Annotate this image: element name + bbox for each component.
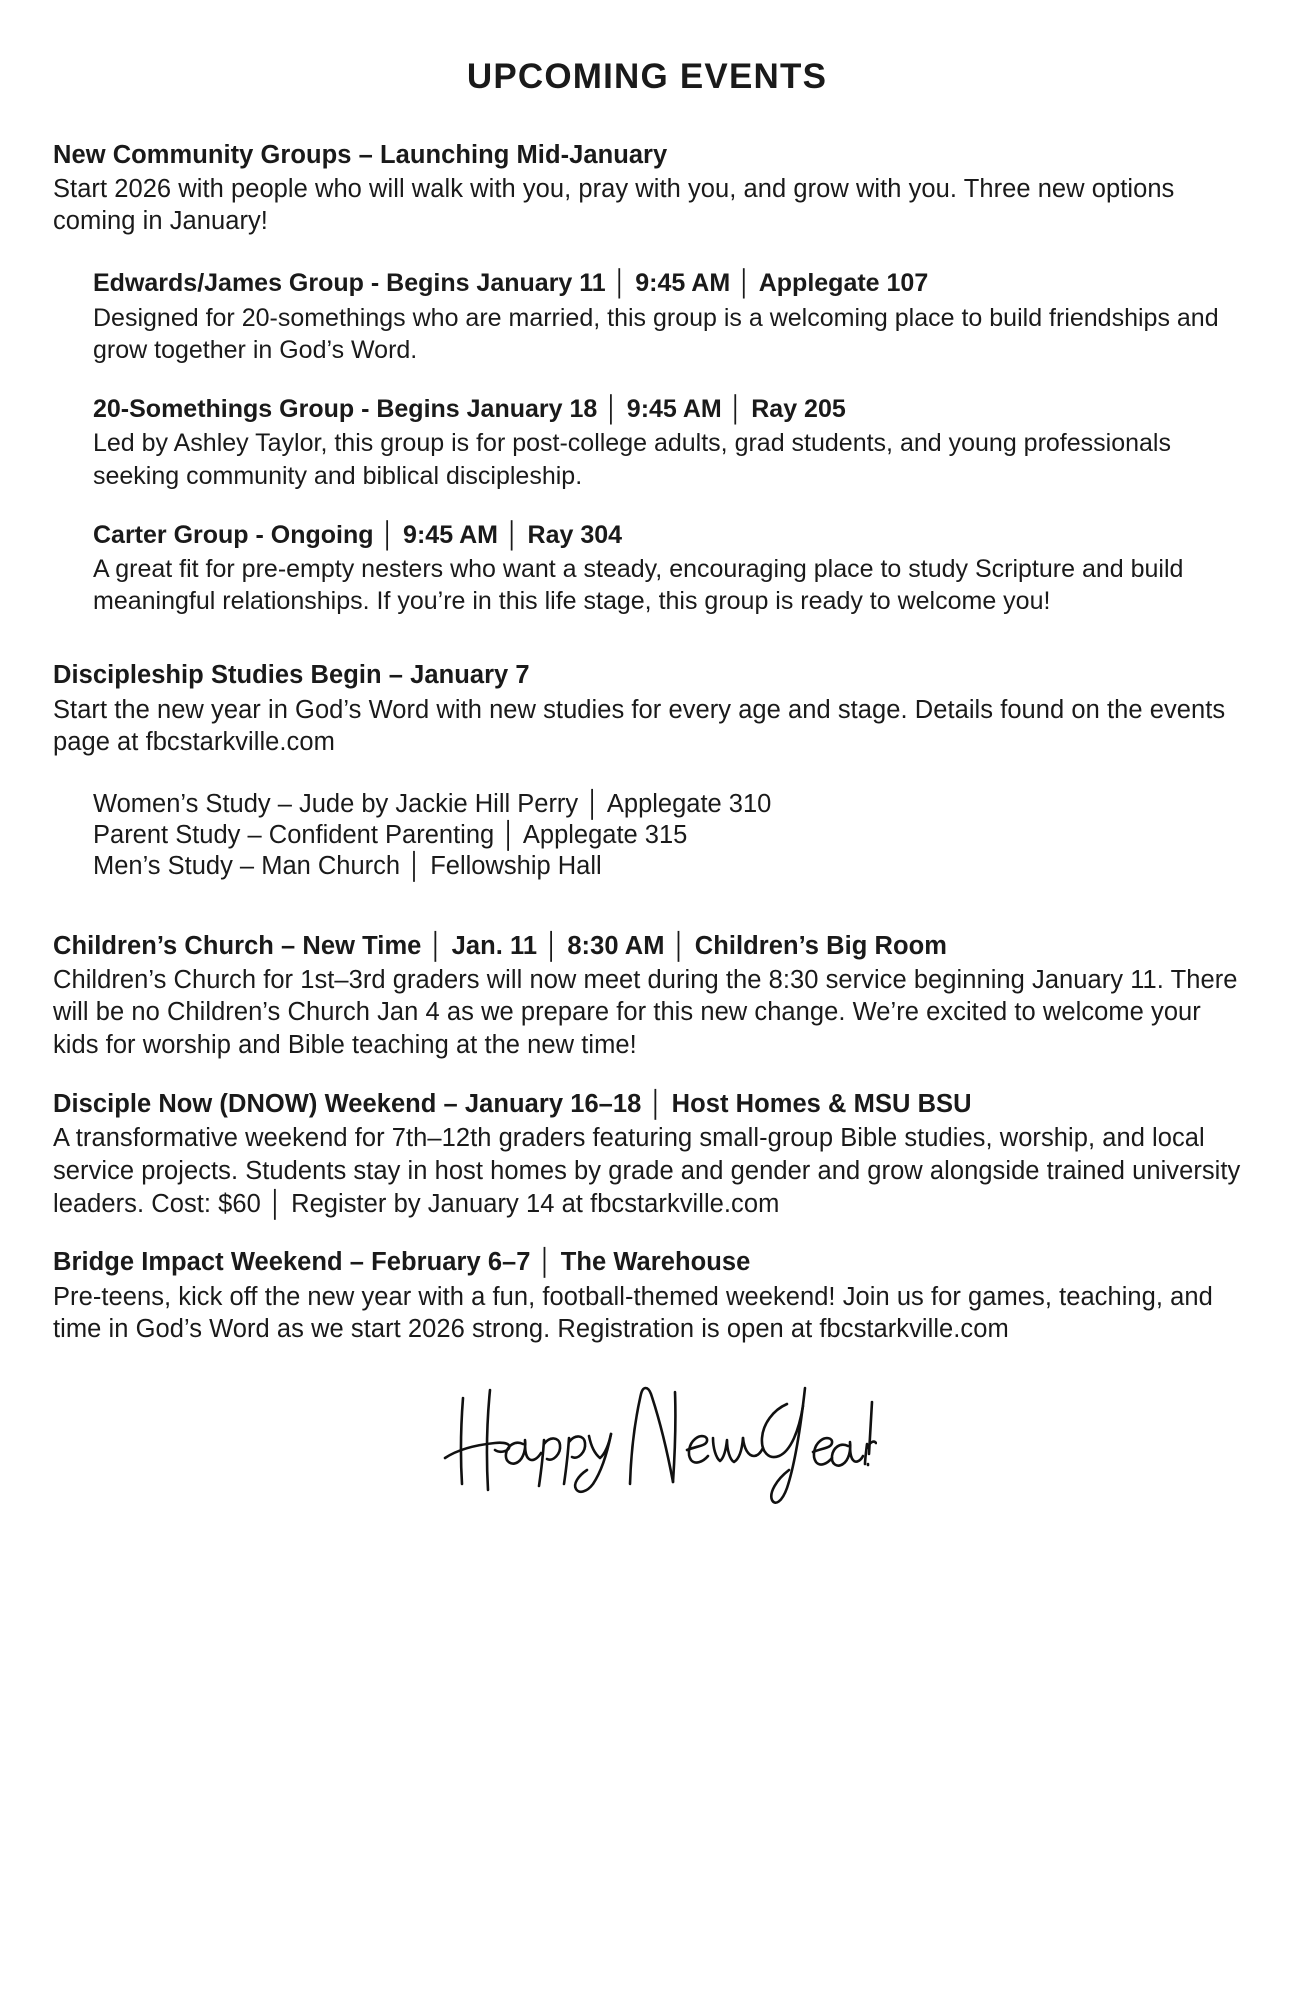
- section-heading: Discipleship Studies Begin – January 7: [53, 661, 530, 690]
- section-heading: New Community Groups – Launching Mid-January: [53, 140, 668, 169]
- community-group-list: [93, 268, 1241, 617]
- section-body: Start the new year in God’s Word with new studies for every age and stage. Details found on the events page at fbcstarkville.com: [53, 695, 1226, 757]
- group-body: Designed for 20-somethings who are married, this group is a welcoming place to build friendships and grow together in God’s Word.: [93, 303, 1219, 364]
- section-body: Start 2026 with people who will walk with you, pray with you, and grow with you. Three new options coming in January!: [53, 174, 1175, 236]
- list-item: Men’s Study – Man Church │ Fellowship Hall: [93, 851, 602, 880]
- group-body: Led by Ashley Taylor, this group is for post-college adults, grad students, and young professionals seeking community and biblical discipleship.: [93, 429, 1171, 490]
- section-bridge-impact-weekend: [53, 1246, 1241, 1346]
- page-title: UPCOMING EVENTS: [466, 57, 828, 96]
- group-twenty-somethings: [93, 394, 1241, 492]
- section-body: A transformative weekend for 7th–12th graders featuring small-group Bible studies, worship, and local service projects. Students stay in host homes by grade and gender and grow alongside trained university leaders. Cost: $60 │ Register by January 14 at fbcstarkville.com: [53, 1124, 1241, 1218]
- group-edwards-james: [93, 268, 1241, 366]
- section-body: Pre-teens, kick off the new year with a fun, football-themed weekend! Join us for games, teaching, and time in God’s Word as we start 2026 strong. Registration is open at fbcstarkville.com: [53, 1282, 1213, 1344]
- section-discipleship-studies: [53, 659, 1241, 881]
- section-heading: Bridge Impact Weekend – February 6–7 │ The Warehouse: [53, 1248, 751, 1277]
- section-childrens-church: [53, 930, 1241, 1062]
- section-heading: Disciple Now (DNOW) Weekend – January 16–18 │ Host Homes & MSU BSU: [53, 1090, 972, 1119]
- section-heading: Children’s Church – New Time │ Jan. 11 │ 8:30 AM │ Children’s Big Room: [53, 931, 947, 960]
- group-heading: Carter Group - Ongoing │ 9:45 AM │ Ray 304: [93, 520, 623, 549]
- handwritten-script-icon: [417, 1372, 877, 1522]
- spacer: [53, 643, 1241, 659]
- spacer: [53, 908, 1241, 930]
- section-body: Children’s Church for 1st–3rd graders will now meet during the 8:30 service beginning January 11. There will be no Children’s Church Jan 4 as we prepare for this new change. We’re excited to welcome your kids for worship and Bible teaching at the new time!: [53, 965, 1238, 1060]
- study-list: [93, 789, 1241, 882]
- section-new-community-groups: [53, 139, 1241, 618]
- section-disciple-now-weekend: [53, 1088, 1241, 1220]
- signature-happy-new-year: [53, 1372, 1241, 1557]
- list-item: Parent Study – Confident Parenting │ Applegate 315: [93, 820, 688, 849]
- group-carter: [93, 520, 1241, 618]
- group-body: A great fit for pre-empty nesters who want a steady, encouraging place to study Scripture and build meaningful relationships. If you’re in this life stage, this group is ready to welcome you!: [93, 555, 1184, 616]
- group-heading: 20-Somethings Group - Begins January 18 │ 9:45 AM │ Ray 205: [93, 394, 846, 423]
- group-heading: Edwards/James Group - Begins January 11 │ 9:45 AM │ Applegate 107: [93, 269, 929, 298]
- list-item: Women’s Study – Jude by Jackie Hill Perry │ Applegate 310: [93, 790, 772, 819]
